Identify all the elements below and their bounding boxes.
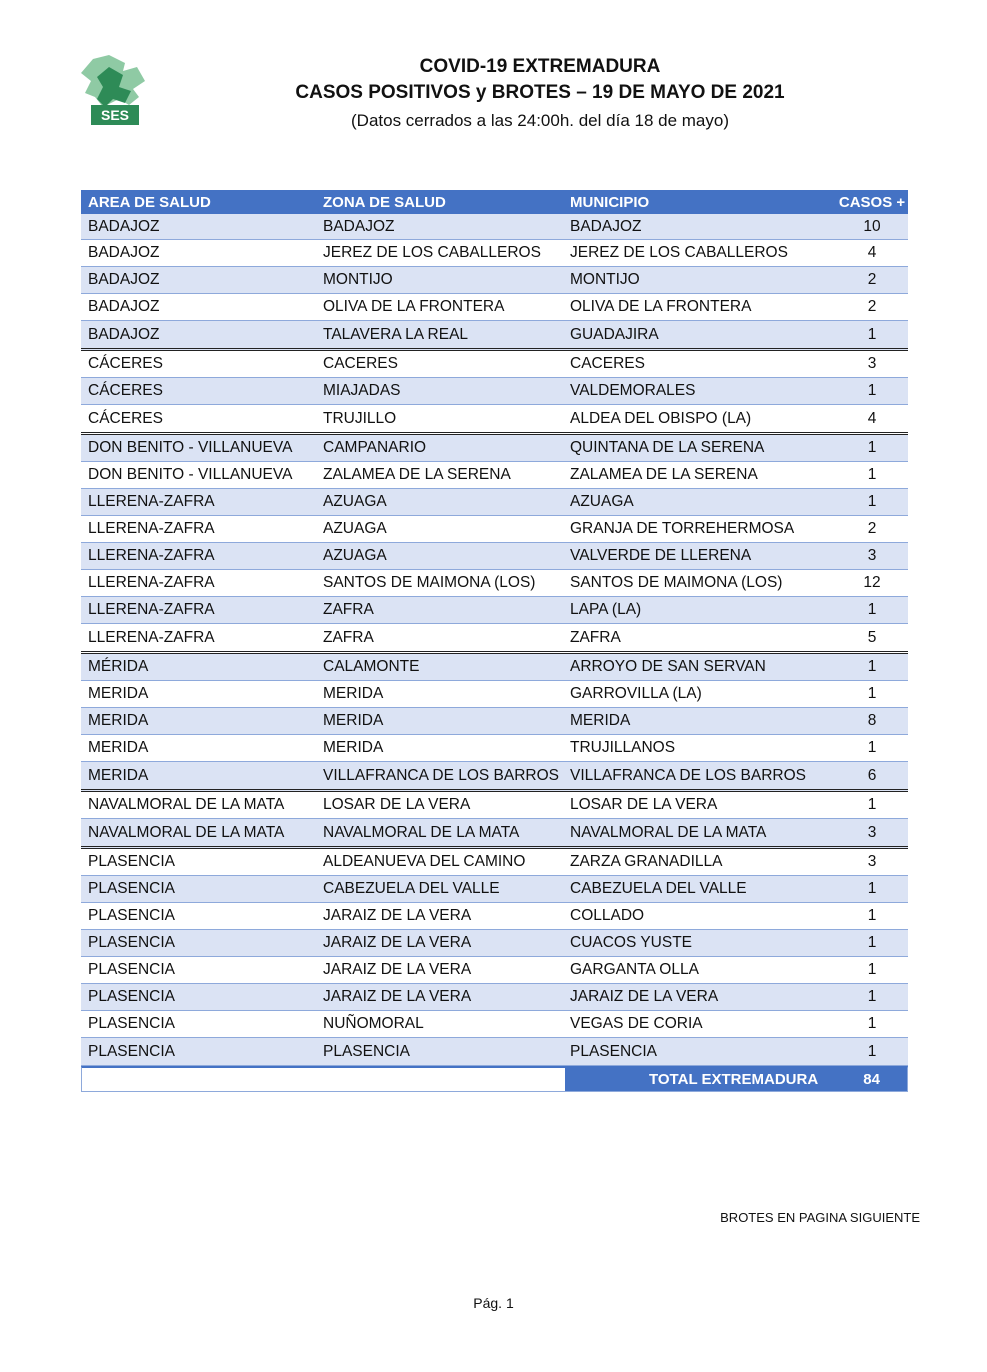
cell-casos: 1 xyxy=(867,739,877,756)
cell-municipio: VALVERDE DE LLERENA xyxy=(570,547,752,564)
cell-zona: AZUAGA xyxy=(323,547,387,564)
cell-area: MERIDA xyxy=(88,685,149,702)
cell-casos: 4 xyxy=(867,244,877,261)
cell-municipio: GRANJA DE TORREHERMOSA xyxy=(570,520,795,537)
table-row xyxy=(81,570,908,597)
table-row xyxy=(81,1038,908,1066)
cell-zona: CACERES xyxy=(323,355,398,372)
cell-municipio: LOSAR DE LA VERA xyxy=(570,796,718,813)
cell-casos: 2 xyxy=(867,298,877,315)
document-header xyxy=(240,56,840,132)
cases-table xyxy=(81,190,908,1092)
cell-area: BADAJOZ xyxy=(88,325,160,343)
cell-area: NAVALMORAL DE LA MATA xyxy=(88,823,285,841)
cell-casos: 1 xyxy=(867,382,877,399)
ses-logo xyxy=(79,53,149,128)
cell-zona: JARAIZ DE LA VERA xyxy=(323,988,472,1005)
cell-municipio: SANTOS DE MAIMONA (LOS) xyxy=(570,574,783,591)
cell-area: LLERENA-ZAFRA xyxy=(88,493,215,510)
cell-zona: JARAIZ DE LA VERA xyxy=(323,907,472,924)
col-header-casos: CASOS + xyxy=(838,193,906,211)
cell-area: BADAJOZ xyxy=(88,271,160,288)
cell-municipio: VILLAFRANCA DE LOS BARROS xyxy=(570,766,807,784)
table-row xyxy=(81,903,908,930)
table-row xyxy=(81,214,908,240)
cell-casos: 3 xyxy=(867,355,877,372)
cell-casos: 4 xyxy=(867,409,877,427)
cell-casos: 1 xyxy=(867,796,877,813)
cell-casos: 1 xyxy=(867,601,877,618)
cell-casos: 1 xyxy=(867,988,877,1005)
table-row xyxy=(81,735,908,762)
cell-area: LLERENA-ZAFRA xyxy=(88,601,215,618)
cell-zona: JARAIZ DE LA VERA xyxy=(323,934,472,951)
cell-municipio: LAPA (LA) xyxy=(570,601,642,618)
cell-area: NAVALMORAL DE LA MATA xyxy=(88,796,285,813)
cell-casos: 1 xyxy=(867,934,877,951)
table-row xyxy=(81,405,908,435)
cell-casos: 12 xyxy=(863,574,881,591)
cell-zona: ZAFRA xyxy=(323,601,374,618)
cell-casos: 6 xyxy=(867,766,877,784)
cell-zona: PLASENCIA xyxy=(323,1042,411,1060)
cell-zona: ALDEANUEVA DEL CAMINO xyxy=(323,853,526,870)
table-row xyxy=(81,624,908,654)
cell-casos: 1 xyxy=(867,658,877,675)
cell-area: LLERENA-ZAFRA xyxy=(88,520,215,537)
cell-zona: BADAJOZ xyxy=(323,217,395,235)
cell-municipio: CUACOS YUSTE xyxy=(570,934,693,951)
cell-area: MERIDA xyxy=(88,712,149,729)
cell-zona: VILLAFRANCA DE LOS BARROS xyxy=(323,766,560,784)
table-row xyxy=(81,516,908,543)
logo-text: SES xyxy=(100,107,130,123)
cell-zona: NAVALMORAL DE LA MATA xyxy=(323,823,520,841)
cell-casos: 3 xyxy=(867,853,877,870)
cell-municipio: TRUJILLANOS xyxy=(570,739,676,756)
table-row xyxy=(81,294,908,321)
cell-area: BADAJOZ xyxy=(88,217,160,235)
cell-area: CÁCERES xyxy=(88,409,163,427)
table-row xyxy=(81,1011,908,1038)
cell-casos: 1 xyxy=(867,1015,877,1032)
cell-zona: MERIDA xyxy=(323,712,384,729)
table-body xyxy=(81,214,908,1066)
cell-area: MERIDA xyxy=(88,739,149,756)
total-row xyxy=(81,1066,908,1092)
cell-area: BADAJOZ xyxy=(88,298,160,315)
table-row xyxy=(81,462,908,489)
cell-zona: CALAMONTE xyxy=(323,658,420,675)
cell-area: PLASENCIA xyxy=(88,988,176,1005)
cell-zona: MERIDA xyxy=(323,685,384,702)
cell-zona: CABEZUELA DEL VALLE xyxy=(323,880,500,897)
table-row xyxy=(81,876,908,903)
col-header-municipio: MUNICIPIO xyxy=(570,193,650,211)
next-page-note: BROTES EN PAGINA SIGUIENTE xyxy=(720,1210,920,1225)
table-row xyxy=(81,930,908,957)
total-blank xyxy=(82,1068,565,1091)
cell-area: LLERENA-ZAFRA xyxy=(88,547,215,564)
table-row xyxy=(81,321,908,351)
cell-area: MÉRIDA xyxy=(88,658,149,675)
cell-zona: MERIDA xyxy=(323,739,384,756)
cell-casos: 1 xyxy=(867,493,877,510)
table-row xyxy=(81,708,908,735)
cell-area: DON BENITO - VILLANUEVA xyxy=(88,439,293,456)
table-row xyxy=(81,762,908,792)
cell-zona: OLIVA DE LA FRONTERA xyxy=(323,298,505,315)
cell-casos: 1 xyxy=(867,325,877,343)
cell-casos: 1 xyxy=(867,685,877,702)
cell-municipio: JARAIZ DE LA VERA xyxy=(570,988,719,1005)
cell-casos: 1 xyxy=(867,907,877,924)
cell-municipio: CACERES xyxy=(570,355,645,372)
total-value: 84 xyxy=(826,1068,907,1091)
cell-area: BADAJOZ xyxy=(88,244,160,261)
cell-municipio: COLLADO xyxy=(570,907,645,924)
cell-zona: ZALAMEA DE LA SERENA xyxy=(323,466,511,483)
table-row xyxy=(81,597,908,624)
cell-zona: JEREZ DE LOS CABALLEROS xyxy=(323,244,541,261)
cell-municipio: GARROVILLA (LA) xyxy=(570,685,702,702)
cell-casos: 1 xyxy=(867,466,877,483)
table-row xyxy=(81,984,908,1011)
cell-area: DON BENITO - VILLANUEVA xyxy=(88,466,293,483)
cell-zona: JARAIZ DE LA VERA xyxy=(323,961,472,978)
cell-zona: TRUJILLO xyxy=(323,409,397,427)
cell-area: CÁCERES xyxy=(88,382,163,399)
cell-area: PLASENCIA xyxy=(88,934,176,951)
table-row xyxy=(81,489,908,516)
cell-casos: 1 xyxy=(867,1042,877,1060)
cell-zona: TALAVERA LA REAL xyxy=(323,325,469,343)
title-line-1: COVID-19 EXTREMADURA xyxy=(419,56,661,77)
table-row xyxy=(81,819,908,849)
cell-casos: 8 xyxy=(867,712,877,729)
cell-municipio: BADAJOZ xyxy=(570,217,642,235)
cell-zona: MONTIJO xyxy=(323,271,393,288)
cell-municipio: PLASENCIA xyxy=(570,1042,658,1060)
cell-zona: NUÑOMORAL xyxy=(323,1015,424,1032)
table-header xyxy=(81,190,908,214)
cell-zona: SANTOS DE MAIMONA (LOS) xyxy=(323,574,536,591)
cell-area: LLERENA-ZAFRA xyxy=(88,574,215,591)
cell-municipio: VEGAS DE CORIA xyxy=(570,1015,703,1032)
table-row xyxy=(81,351,908,378)
cell-municipio: JEREZ DE LOS CABALLEROS xyxy=(570,244,788,261)
cell-municipio: AZUAGA xyxy=(570,493,634,510)
cell-municipio: ALDEA DEL OBISPO (LA) xyxy=(570,409,752,427)
cell-municipio: ZALAMEA DE LA SERENA xyxy=(570,466,758,483)
cell-municipio: MERIDA xyxy=(570,712,631,729)
cell-casos: 5 xyxy=(867,628,877,646)
cell-area: LLERENA-ZAFRA xyxy=(88,628,215,646)
cell-area: MERIDA xyxy=(88,766,149,784)
cell-zona: CAMPANARIO xyxy=(323,439,427,456)
col-header-area: AREA DE SALUD xyxy=(88,193,211,211)
cell-area: PLASENCIA xyxy=(88,853,176,870)
cell-area: PLASENCIA xyxy=(88,880,176,897)
table-row xyxy=(81,267,908,294)
cell-area: CÁCERES xyxy=(88,355,163,372)
cell-municipio: MONTIJO xyxy=(570,271,640,288)
cell-area: PLASENCIA xyxy=(88,961,176,978)
cell-municipio: GARGANTA OLLA xyxy=(570,961,699,978)
cell-casos: 3 xyxy=(867,823,877,841)
col-header-zona: ZONA DE SALUD xyxy=(323,193,446,211)
table-row xyxy=(81,792,908,819)
cell-casos: 2 xyxy=(867,271,877,288)
subtitle: (Datos cerrados a las 24:00h. del día 18 de mayo) xyxy=(351,111,729,130)
cell-municipio: NAVALMORAL DE LA MATA xyxy=(570,823,767,841)
cell-municipio: GUADAJIRA xyxy=(570,325,659,343)
title-line-2: CASOS POSITIVOS y BROTES – 19 DE MAYO DE 2021 xyxy=(295,82,785,103)
table-row xyxy=(81,849,908,876)
total-label: TOTAL EXTREMADURA xyxy=(565,1068,826,1091)
cell-municipio: QUINTANA DE LA SERENA xyxy=(570,439,765,456)
cell-municipio: VALDEMORALES xyxy=(570,382,696,399)
cell-casos: 1 xyxy=(867,961,877,978)
cell-zona: LOSAR DE LA VERA xyxy=(323,796,471,813)
table-row xyxy=(81,543,908,570)
cell-casos: 1 xyxy=(867,439,877,456)
cell-municipio: ZARZA GRANADILLA xyxy=(570,853,723,870)
table-row xyxy=(81,957,908,984)
cell-casos: 1 xyxy=(867,880,877,897)
table-row xyxy=(81,654,908,681)
cell-zona: MIAJADAS xyxy=(323,382,401,399)
cell-municipio: CABEZUELA DEL VALLE xyxy=(570,880,747,897)
cell-casos: 10 xyxy=(863,217,881,235)
cell-casos: 2 xyxy=(867,520,877,537)
table-row xyxy=(81,681,908,708)
table-row xyxy=(81,240,908,267)
cell-zona: ZAFRA xyxy=(323,628,374,646)
cell-casos: 3 xyxy=(867,547,877,564)
cell-area: PLASENCIA xyxy=(88,1042,176,1060)
cell-zona: AZUAGA xyxy=(323,520,387,537)
cell-municipio: ARROYO DE SAN SERVAN xyxy=(570,658,766,675)
cell-zona: AZUAGA xyxy=(323,493,387,510)
cell-area: PLASENCIA xyxy=(88,907,176,924)
cell-municipio: ZAFRA xyxy=(570,628,621,646)
page-number: Pág. 1 xyxy=(473,1295,514,1311)
cell-area: PLASENCIA xyxy=(88,1015,176,1032)
cell-municipio: OLIVA DE LA FRONTERA xyxy=(570,298,752,315)
table-row xyxy=(81,435,908,462)
table-row xyxy=(81,378,908,405)
